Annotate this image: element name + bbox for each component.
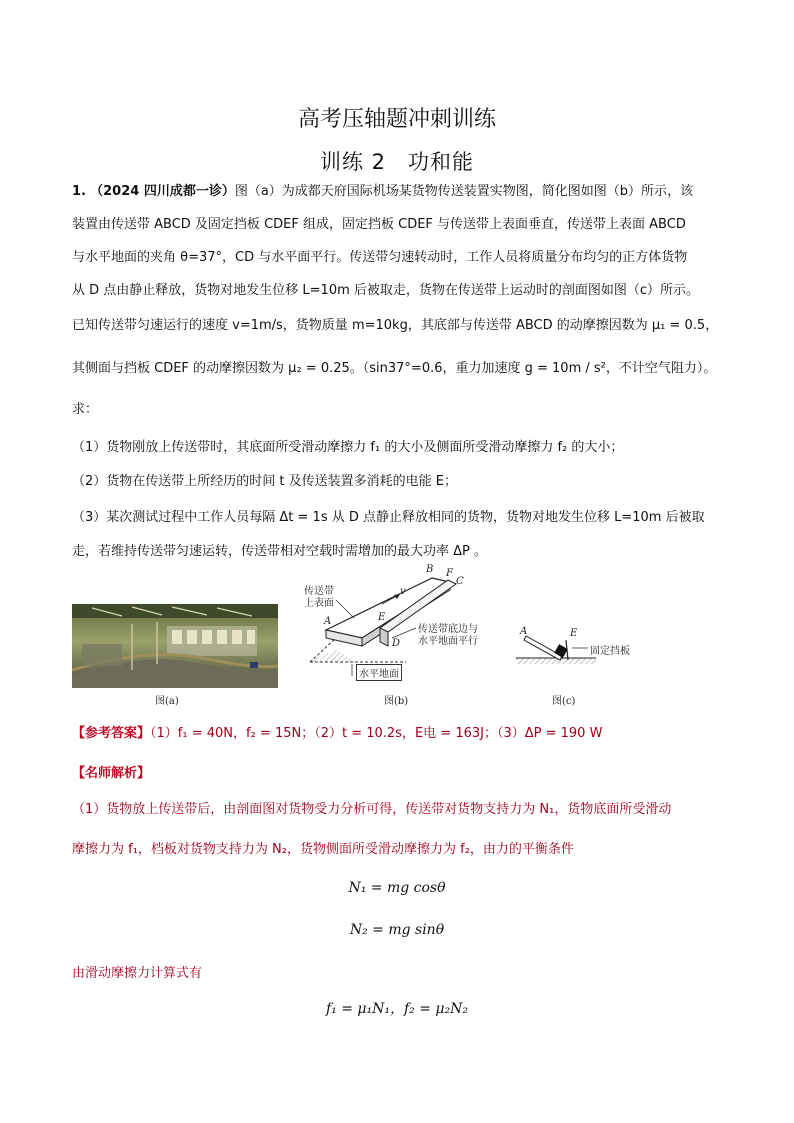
- cross-section-schematic: [516, 626, 656, 670]
- figure-b-caption: 图(b): [384, 696, 409, 707]
- label-belt-surface-1: 传送带: [304, 586, 334, 597]
- figure-c-diagram: [516, 626, 656, 670]
- equation-3: f₁ = μ₁N₁，f₂ = μ₂N₂: [326, 1001, 468, 1017]
- label-baffle: 固定挡板: [590, 646, 630, 657]
- point-D: D: [392, 638, 401, 649]
- page-title: 高考压轴题冲刺训练: [297, 107, 496, 132]
- label-ground: 水平地面: [356, 664, 402, 681]
- point-C: C: [456, 576, 464, 587]
- problem-line-4: 从 D 点由静止释放，货物对地发生位移 L=10m 后被取走，货物在传送带上运动时的剖面图如图（c）所示。: [72, 283, 700, 298]
- label-edge-1: 传送带底边与: [418, 624, 478, 635]
- problem-text: 图（a）为成都天府国际机场某货物传送装置实物图，简化图如图（b）所示，该: [234, 184, 694, 199]
- problem-line-3: 与水平地面的夹角 θ=37°，CD 与水平面平行。传送带匀速转动时，工作人员将质量分布均匀的正方体货物: [72, 250, 688, 265]
- analysis-label: 【名师解析】: [72, 766, 151, 781]
- answer-text: （1）f₁ = 40N，f₂ = 15N；（2）t = 10.2s，E电 = 163J；（3）ΔP = 190 W: [150, 726, 603, 741]
- figure-a-caption: 图(a): [155, 696, 179, 707]
- answer-line: [72, 722, 602, 741]
- equation-1: N₁ = mg cosθ: [348, 880, 446, 896]
- problem-line-1: [72, 180, 693, 199]
- question-1: （1）货物刚放上传送带时，其底面所受滑动摩擦力 f₁ 的大小及侧面所受滑动摩擦力 f₂ 的大小；: [72, 440, 624, 455]
- question-3-line-2: 走，若维持传送带匀速运转，传送带相对空载时需增加的最大功率 ΔP 。: [72, 544, 487, 559]
- analysis-line-1: （1）货物放上传送带后，由剖面图对货物受力分析可得，传送带对货物支持力为 N₁，货物底面所受滑动: [72, 802, 672, 817]
- problem-number: 1.: [72, 184, 86, 199]
- analysis-line-3: 由滑动摩擦力计算式有: [72, 966, 203, 981]
- page-subtitle: 训练 2 功和能: [319, 150, 475, 174]
- answer-label: 【参考答案】: [72, 726, 151, 741]
- velocity-v: v: [400, 586, 406, 597]
- point-A: A: [520, 626, 528, 637]
- problem-line-6: 其侧面与挡板 CDEF 的动摩擦因数为 μ₂ = 0.25。（sin37°=0.6，重力加速度 g = 10m / s²，不计空气阻力）。: [72, 361, 717, 376]
- point-B: B: [426, 564, 434, 575]
- problem-line-7: 求：: [72, 402, 99, 417]
- problem-line-2: 装置由传送带 ABCD 及固定挡板 CDEF 组成，固定挡板 CDEF 与传送带上表面垂直，传送带上表面 ABCD: [72, 217, 686, 232]
- question-2: （2）货物在传送带上所经历的时间 t 及传送装置多消耗的电能 E；: [72, 474, 457, 489]
- airport-conveyor-photo: [72, 604, 278, 688]
- point-E: E: [378, 612, 386, 623]
- figure-c-caption: 图(c): [552, 696, 576, 707]
- problem-line-5: 已知传送带匀速运行的速度 v=1m/s，货物质量 m=10kg，其底部与传送带 ABCD 的动摩擦因数为 μ₁ = 0.5，: [72, 318, 719, 333]
- equation-2: N₂ = mg sinθ: [349, 922, 445, 938]
- point-F: F: [446, 568, 453, 579]
- point-A: A: [324, 616, 332, 627]
- label-belt-surface-2: 上表面: [304, 598, 334, 609]
- figure-a-photo: [72, 604, 278, 688]
- label-edge-2: 水平地面平行: [418, 636, 478, 647]
- analysis-line-2: 摩擦力为 f₁，档板对货物支持力为 N₂，货物侧面所受滑动摩擦力为 f₂，由力的平衡条件: [72, 842, 574, 857]
- problem-source: （2024 四川成都一诊）: [90, 184, 235, 199]
- point-E: E: [570, 628, 578, 639]
- figure-b-diagram: [296, 566, 496, 690]
- question-3-line-1: （3）某次测试过程中工作人员每隔 Δt = 1s 从 D 点静止释放相同的货物，货物对地发生位移 L=10m 后被取: [72, 510, 705, 525]
